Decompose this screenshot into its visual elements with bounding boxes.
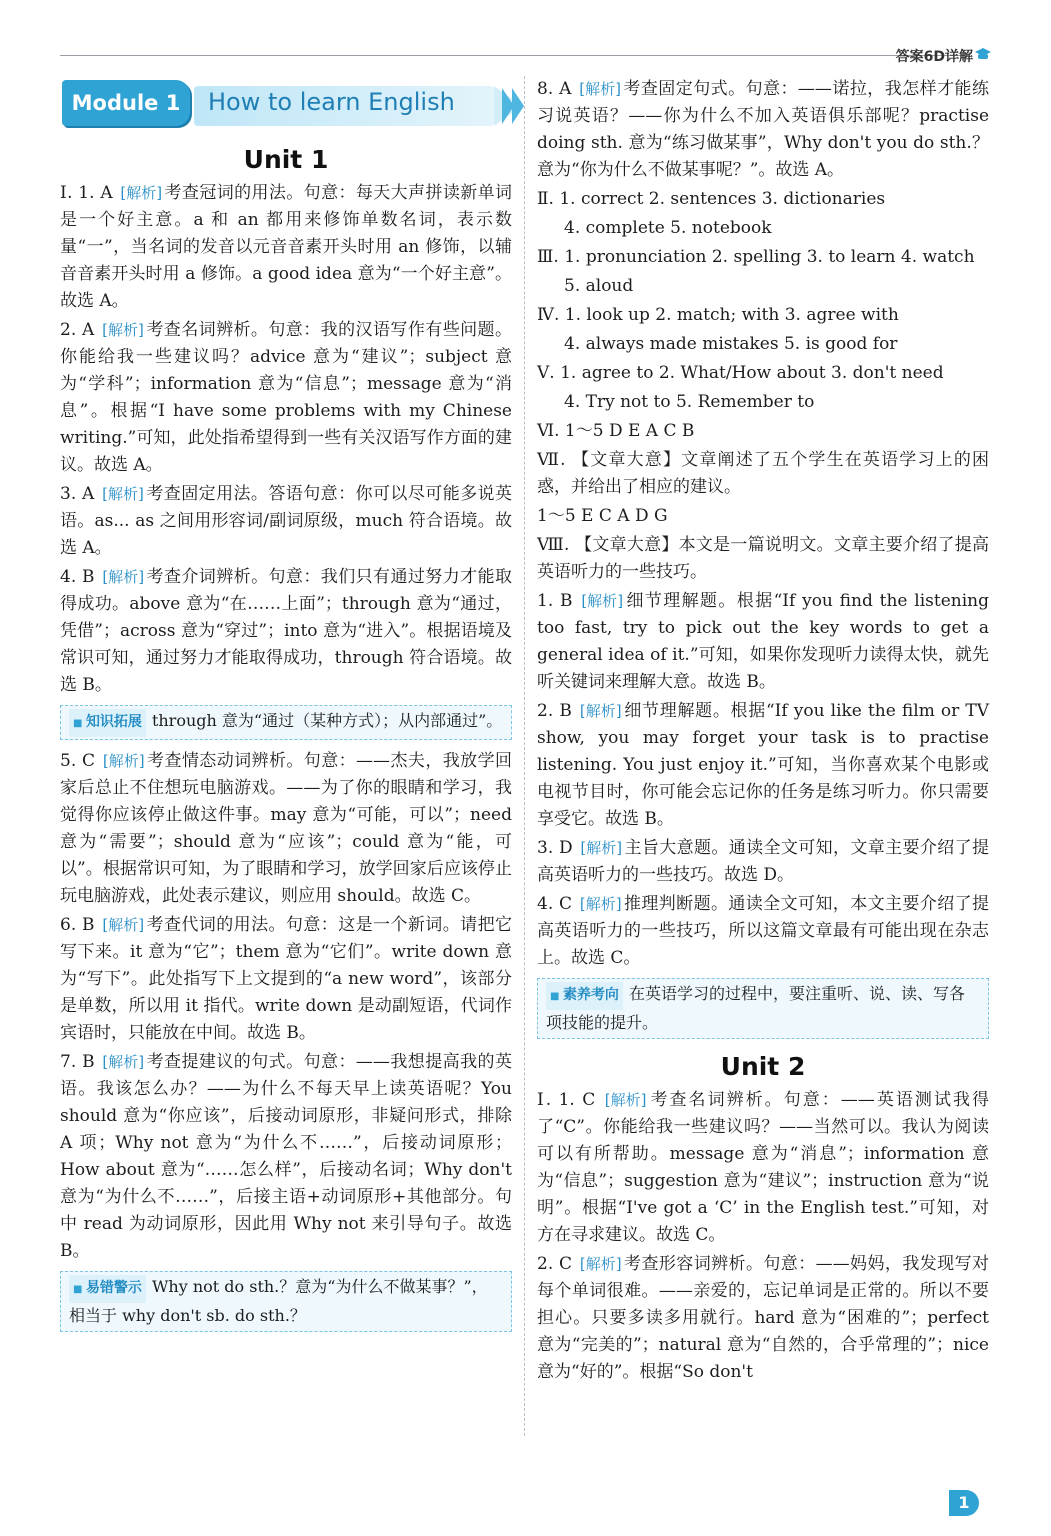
- answer-item: 3. A [ 解析 ] 考查固定用法。答语句意：你可以尽可能多说英语。as... as 之间用形容词/副词原级，much 符合语境。故选 A。: [60, 481, 512, 562]
- answer-line: Ⅷ. 【文章大意】本文是一篇说明文。文章主要介绍了提高英语听力的一些技巧。: [537, 535, 989, 582]
- column-divider: [524, 76, 525, 1436]
- jiexi-tag: [ 解析 ]: [100, 1049, 146, 1076]
- jiexi-tag: [ 解析 ]: [578, 698, 624, 725]
- header-label: 答案6D详解: [895, 49, 973, 65]
- jiexi-tag: [ 解析 ]: [578, 1251, 624, 1278]
- answer-line: Ⅵ. 1～5 D E A C B: [537, 421, 695, 441]
- jiexi-tag: [ 解析 ]: [100, 481, 146, 508]
- jiexi-tag: [ 解析 ]: [100, 317, 146, 344]
- answer-line: 4. complete 5. notebook: [564, 218, 772, 238]
- jiexi-tag: [ 解析 ]: [101, 748, 147, 775]
- unit-title: Unit 2: [720, 1052, 806, 1081]
- answer-item: 2. C [ 解析 ] 考查形容词辨析。句意：——妈妈，我发现写对每个单词很难。——亲爱的，忘记单词是正常的。所以不要担心。只要多读多用就行。hard 意为“困难的”；perfect 意为“完美的”；natural 意为“自然的，合乎常理的”；nice 意为“好的”。根据“So don't: [537, 1251, 989, 1386]
- answer-item: 2. B [ 解析 ] 细节理解题。根据“If you like the film or TV show, you may forget your task is to practise listening. You just enjoy it.”可知，当你喜欢某个电影或电视节目时，你可能会忘记你的任务是练习听力。你只需要享受它。故选 B。: [537, 698, 989, 833]
- jiexi-tag: [ 解析 ]: [577, 76, 623, 103]
- jiexi-tag: [ 解析 ]: [100, 912, 146, 939]
- answer-item: Ⅰ. 1. C [ 解析 ] 考查名词辨析。句意：——英语测试我得了“C”。你能给我一些建议吗？——当然可以。我认为阅读可以有所帮助。message 意为“消息”；information 意为“信息”；suggestion 意为“建议”；instruction 意为“说明”。根据“I've got a ‘C’ in the English test.”可知，对方在寻求建议。故选 C。: [537, 1087, 989, 1249]
- module-tag: Module 1: [62, 80, 190, 126]
- left-column: [60, 140, 512, 1340]
- jiexi-tag: [ 解析 ]: [118, 180, 164, 207]
- right-column: [537, 76, 989, 1388]
- answer-line: Ⅱ. 1. correct 2. sentences 3. dictionaries: [537, 189, 886, 209]
- page-number: 1: [949, 1490, 979, 1516]
- jiexi-tag: [ 解析 ]: [603, 1087, 649, 1114]
- note-tag: ■ 素养考向: [546, 982, 623, 1010]
- graduation-cap-icon: [975, 46, 991, 62]
- note-tag: ■ 易错警示: [69, 1275, 146, 1303]
- answer-item: 3. D [ 解析 ] 主旨大意题。通读全文可知，文章主要介绍了提高英语听力的一些技巧。故选 D。: [537, 835, 989, 889]
- answer-item: 8. A [ 解析 ] 考查固定句式。句意：——诺拉，我怎样才能练习说英语？——你为什么不加入英语俱乐部呢？practise doing sth. 意为“练习做某事”，Why don't you do sth.？意为“你为什么不做某事呢？”。故选 A。: [537, 76, 989, 184]
- answer-line: 5. aloud: [564, 276, 634, 296]
- answer-line: 4. Try not to 5. Remember to: [564, 392, 815, 412]
- literacy-note: ■ 素养考向 在英语学习的过程中，要注重听、说、读、写各项技能的提升。: [537, 978, 989, 1039]
- answer-line: Ⅲ. 1. pronunciation 2. spelling 3. to learn 4. watch: [537, 247, 975, 267]
- jiexi-tag: [ 解析 ]: [578, 891, 624, 918]
- answer-item: 7. B [ 解析 ] 考查提建议的句式。句意：——我想提高我的英语。我该怎么办？——为什么不每天早上读英语呢？You should 意为“你应该”，后接动词原形，非疑问形式，排除 A 项；Why not 意为“为什么不……”，后接动词原形；How about 意为“……怎么样”，后接动名词；Why don't 意为“为什么不……”，后接主语+动词原形+其他部分。句中 read 为动词原形，因此用 Why not 来引导句子。故选 B。: [60, 1049, 512, 1265]
- answer-item: 2. A [ 解析 ] 考查名词辨析。句意：我的汉语写作有些问题。你能给我一些建议吗？advice 意为“建议”；subject 意为“学科”；information 意为“信息”；message 意为“消息”。根据“I have some problems with my Chinese writing.”可知，此处指希望得到一些有关汉语写作方面的建议。故选 A。: [60, 317, 512, 479]
- knowledge-extension-note: ■ 知识拓展 through 意为“通过（某种方式）；从内部通过”。: [60, 705, 512, 740]
- jiexi-tag: [ 解析 ]: [578, 835, 624, 862]
- module-title: How to learn English: [208, 88, 455, 116]
- answer-line: Ⅶ. 【文章大意】文章阐述了五个学生在英语学习上的困惑，并给出了相应的建议。: [537, 450, 989, 497]
- answer-item: 4. C [ 解析 ] 推理判断题。通读全文可知，本文主要介绍了提高英语听力的一些技巧，所以这篇文章最有可能出现在杂志上。故选 C。: [537, 891, 989, 972]
- jiexi-tag: [ 解析 ]: [579, 588, 625, 615]
- answer-item: 4. B [ 解析 ] 考查介词辨析。句意：我们只有通过努力才能取得成功。above 意为“在……上面”；through 意为“通过，凭借”；across 意为“穿过”；into 意为“进入”。根据语境及常识可知，通过努力才能取得成功，through 符合语境。故选 B。: [60, 564, 512, 699]
- chevron-right-icon: [512, 88, 524, 124]
- jiexi-tag: [ 解析 ]: [100, 564, 146, 591]
- answer-line: Ⅴ. 1. agree to 2. What/How about 3. don't need: [537, 363, 944, 383]
- error-warning-note: ■ 易错警示 Why not do sth.？意为“为什么不做某事？”，相当于 why don't sb. do sth.？: [60, 1271, 512, 1332]
- answer-item: 1. B [ 解析 ] 细节理解题。根据“If you find the listening too fast, try to pick out the key words to get a general idea of it.”可知，如果你发现听力读得太快，就先听关键词来理解大意。故选 B。: [537, 588, 989, 696]
- answer-line: 1～5 E C A D G: [537, 506, 668, 526]
- note-tag: ■ 知识拓展: [69, 709, 146, 737]
- unit-title: Unit 1: [243, 145, 329, 174]
- answer-item: 6. B [ 解析 ] 考查代词的用法。句意：这是一个新词。请把它写下来。it 意为“它”；them 意为“它们”。write down 意为“写下”。此处指写下上文提到的“a new word”，该部分是单数，所以用 it 指代。write down 是动副短语，代词作宾语时，只能放在中间。故选 B。: [60, 912, 512, 1047]
- answer-line: Ⅳ. 1. look up 2. match; with 3. agree with: [537, 305, 899, 325]
- answer-item: 5. C [ 解析 ] 考查情态动词辨析。句意：——杰夫，我放学回家后总止不住想玩电脑游戏。——为了你的眼睛和学习，我觉得你应该停止做这件事。may 意为“可能，可以”；need 意为“需要”；should 意为“应该”；could 意为“能，可以”。根据常识可知，为了眼睛和学习，放学回家后应该停止玩电脑游戏，此处表示建议，则应用 should。故选 C。: [60, 748, 512, 910]
- answer-line: 4. always made mistakes 5. is good for: [564, 334, 898, 354]
- module-banner: [62, 78, 524, 134]
- answer-item: Ⅰ. 1. A [ 解析 ] 考查冠词的用法。句意：每天大声拼读新单词是一个好主意。a 和 an 都用来修饰单数名词，表示数量“一”，当名词的发音以元音音素开头时用 an 修饰，以辅音音素开头时用 a 修饰。a good idea 意为“一个好主意”。故选 A。: [60, 180, 512, 315]
- header-rule: [60, 55, 965, 56]
